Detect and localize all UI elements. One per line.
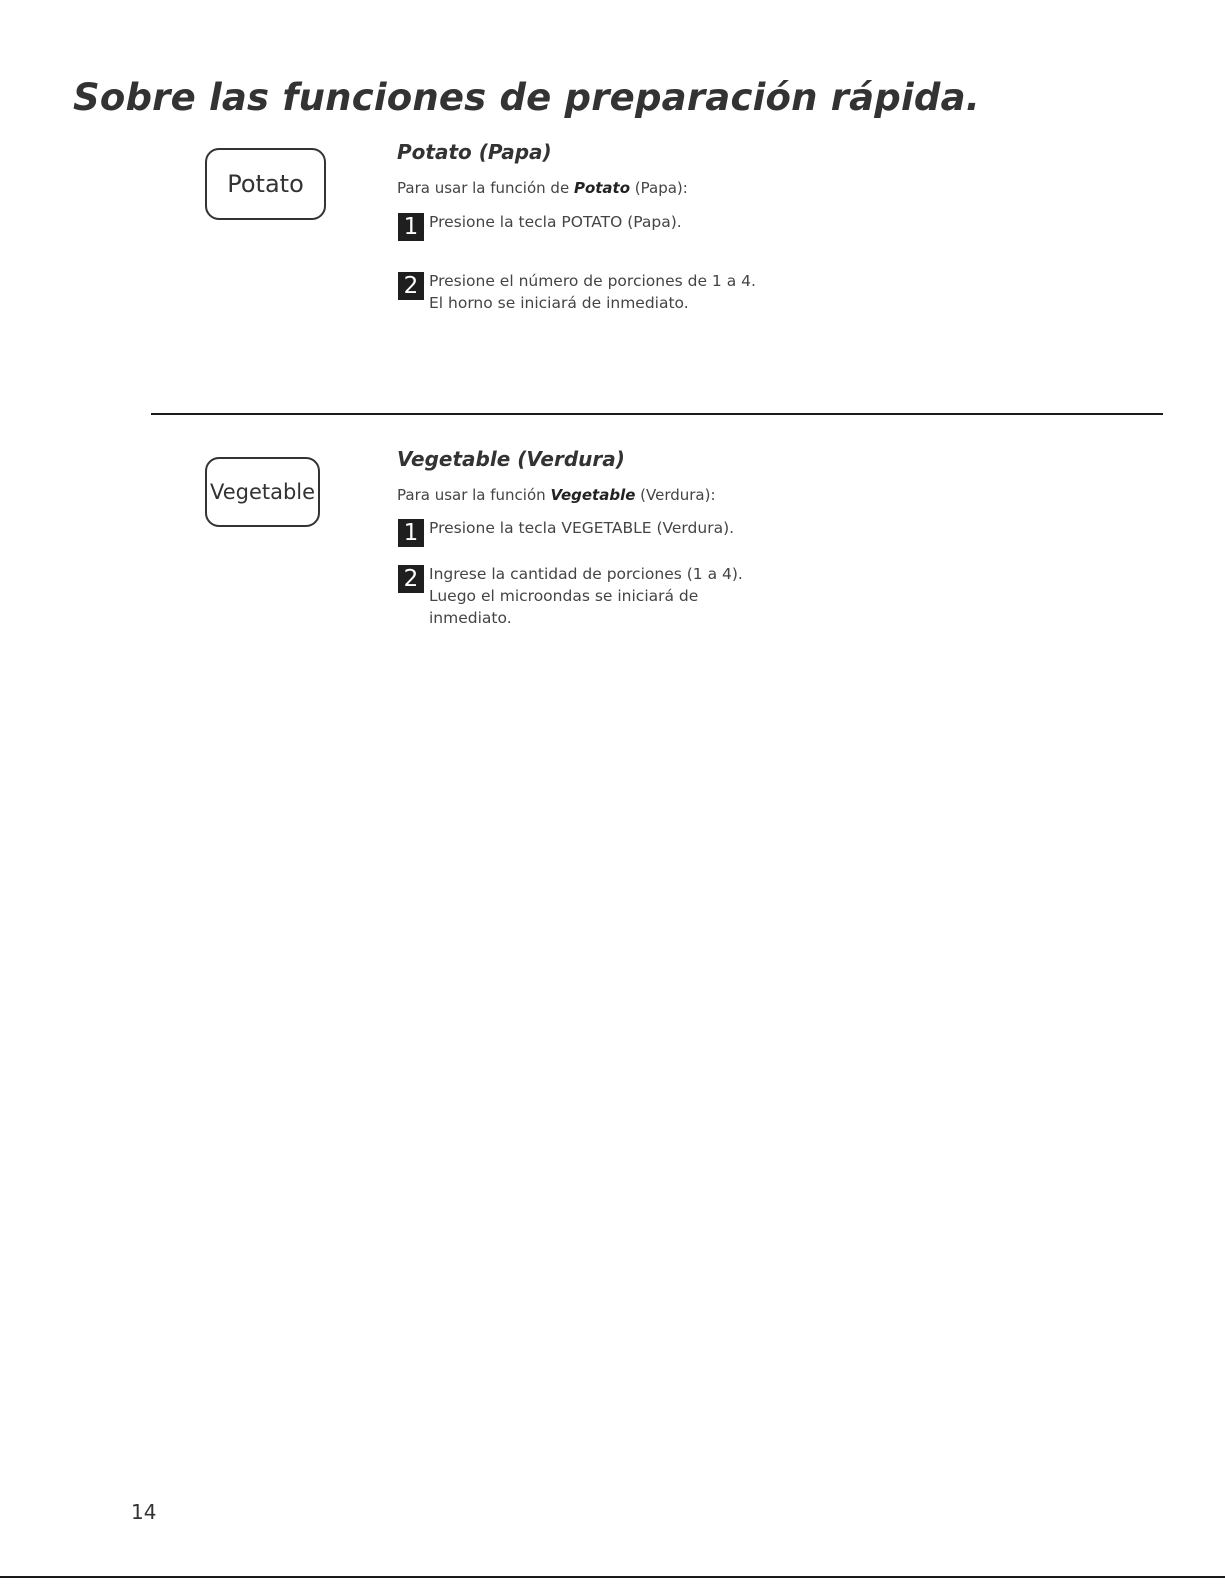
step-number-2-icon: 2	[398, 565, 424, 593]
vegetable-heading: Vegetable (Verdura)	[397, 447, 625, 471]
vegetable-step-1-text: Presione la tecla VEGETABLE (Verdura).	[429, 519, 735, 537]
page-title: Sobre las funciones de preparación rápida.	[73, 76, 980, 119]
vegetable-intro	[397, 486, 716, 504]
potato-step-1	[398, 211, 768, 240]
potato-intro-bold: Potato	[573, 179, 631, 197]
page-number: 14	[131, 1500, 157, 1524]
potato-step-2	[398, 270, 768, 314]
vegetable-step-1	[398, 517, 768, 546]
step-number-2-icon: 2	[398, 272, 424, 300]
vegetable-intro-prefix: Para usar la función	[397, 486, 551, 504]
vegetable-intro-bold: Vegetable	[550, 486, 636, 504]
potato-intro	[397, 179, 688, 197]
section-divider	[151, 413, 1163, 415]
vegetable-key-icon: Vegetable	[205, 457, 320, 527]
potato-intro-prefix: Para usar la función de	[397, 179, 574, 197]
vegetable-step-2	[398, 563, 768, 629]
potato-step-1-text: Presione la tecla POTATO (Papa).	[429, 213, 682, 231]
bottom-rule	[0, 1576, 1225, 1578]
vegetable-step-2-text: Ingrese la cantidad de porciones (1 a 4). Luego el microondas se iniciará de inmediato.	[429, 565, 743, 627]
potato-key-icon: Potato	[205, 148, 326, 220]
step-number-1-icon: 1	[398, 213, 424, 241]
potato-heading: Potato (Papa)	[397, 140, 552, 164]
step-number-1-icon: 1	[398, 519, 424, 547]
vegetable-intro-suffix: (Verdura):	[635, 486, 716, 504]
potato-step-2-text: Presione el número de porciones de 1 a 4. El horno se iniciará de inmediato.	[429, 272, 756, 312]
potato-intro-suffix: (Papa):	[630, 179, 688, 197]
